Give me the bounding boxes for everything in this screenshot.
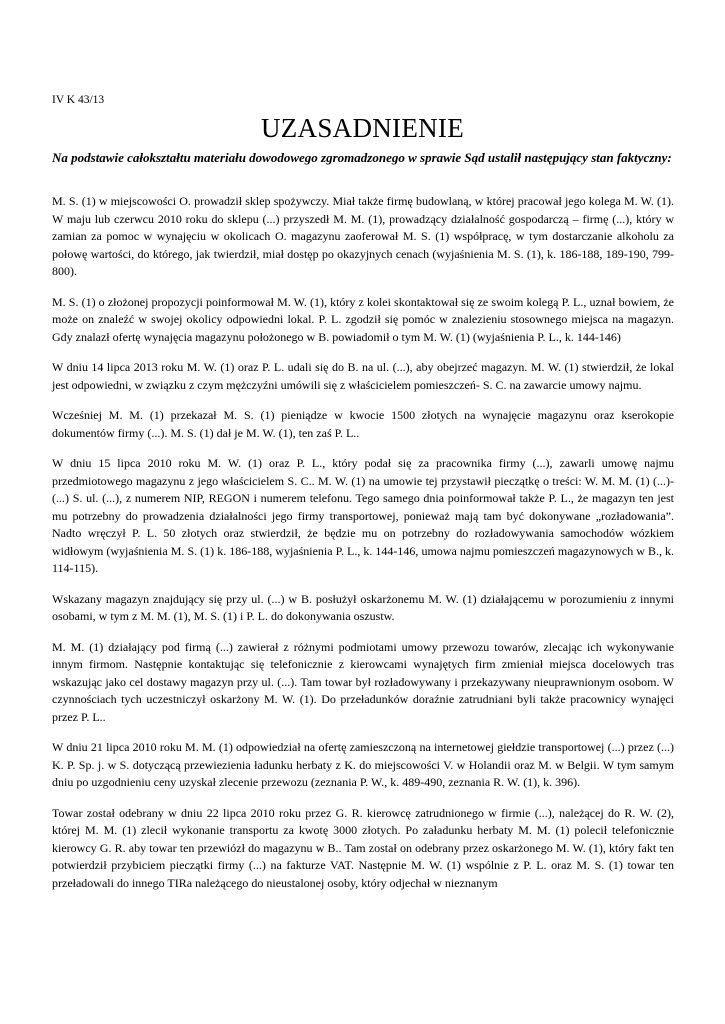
paragraph-3: W dniu 14 lipca 2013 roku M. W. (1) oraz P. L. udali się do B. na ul. (...), aby obejrzeć magazyn. M. W. (1) stwierdził, że lokal jest odpowiedni, w związku z czym mężczyźni umówili się z właścicielem pomieszczeń- S. C. na zawarcie umowy najmu. (52, 360, 674, 392)
paragraph-5: W dniu 15 lipca 2010 roku M. W. (1) oraz P. L., który podał się za pracownika firmy (...), zawarli umowę najmu przedmiotowego magazynu z jego właścicielem S. C.. M. W. (1) na umowie tej przystawił pieczątkę o treści: W. M. M. (1) (...)-(...) S. ul. (...), z numerem NIP, REGON i numerem telefonu. Tego samego dnia poinformował także P. L., że magazyn ten jest mu potrzebny do prowadzenia działalności jego firmy transportowej, ponieważ mają tam być dokonywane „rozładowania”. Nadto wręczył P. L. 50 złotych oraz stwierdził, że będzie mu on potrzebny do rozładowywania samochodów wózkiem widłowym (wyjaśnienia M. S. (1) k. 186-188, wyjaśnienia P. L., k. 144-146, umowa najmu pomieszczeń magazynowych w B., k. 114-115). (52, 456, 674, 575)
case-reference: IV K 43/13 (52, 94, 105, 106)
paragraph-7: M. M. (1) działający pod firmą (...) zawierał z różnymi podmiotami umowy przewozu towarów, zlecając ich wykonywanie innym firmom. Następnie kontaktując się telefonicznie z kierowcami wynajętych firm zmieniał miejsca docelowych tras wskazując jako cel dostawy magazyn przy ul. (...). Tam towar był rozładowywany i przekazywany nieuprawnionym osobom. W czynnościach tych uczestniczył oskarżony M. W. (1). Do przeładunków doraźnie zatrudniani byli także pracownicy wynajęci przez P. L.. (52, 639, 674, 724)
intro-heading: Na podstawie całokształtu materiału dowodowego zgromadzonego w sprawie Sąd ustalił następujący stan faktyczny: (52, 150, 672, 165)
document-body (52, 193, 674, 905)
paragraph-8: W dniu 21 lipca 2010 roku M. M. (1) odpowiedział na ofertę zamieszczoną na internetowej giełdzie transportowej (...) przez (...) K. P. Sp. j. w S. dotyczącą przewiezienia ładunku herbaty z K. do miejscowości V. w Holandii oraz M. w Belgii. W tym samym dniu po uzgodnieniu ceny uzyskał zlecenie przewozu (zeznania P. W., k. 489-490, zeznania R. W. (1), k. 396). (52, 740, 674, 789)
paragraph-9: Towar został odebrany w dniu 22 lipca 2010 roku przez G. R. kierowcę zatrudnionego w firmie (...), należącej do R. W. (2), której M. M. (1) zlecił wykonanie transportu za kwotę 3000 złotych. Po załadunku herbaty M. M. (1) polecił telefonicznie kierowcy G. R. aby towar ten przewiózł do magazynu w B.. Tam został on odebrany przez oskarżonego M. W. (1), który fakt ten potwierdził przybiciem pieczątki firmy (...) na fakturze VAT. Następnie M. W. (1) wspólnie z P. L. oraz M. S. (1) towar ten przeładowali do innego TIRa należącego do nieustalonej osoby, który odjechał w nieznanym (52, 805, 674, 890)
paragraph-2: M. S. (1) o złożonej propozycji poinformował M. W. (1), który z kolei skontaktował się ze swoim kolegą P. L., uznał bowiem, że może on znaleźć w swojej okolicy odpowiedni lokal. P. L. zgodził się pomóc w znalezieniu stosownego miejsca na magazyn. Gdy znalazł ofertę wynajęcia magazynu położonego w B. powiadomił o tym M. W. (1) (wyjaśnienia P. L., k. 144-146) (52, 294, 674, 344)
paragraph-4: Wcześniej M. M. (1) przekazał M. S. (1) pieniądze w kwocie 1500 złotych na wynajęcie magazynu oraz kserokopie dokumentów firmy (...). M. S. (1) dał je M. W. (1), ten zaś P. L.. (52, 408, 674, 440)
paragraph-1: M. S. (1) w miejscowości O. prowadził sklep spożywczy. Miał także firmę budowlaną, w której pracował jego kolega M. W. (1). W maju lub czerwcu 2010 roku do sklepu (...) przyszedł M. M. (1), prowadzący działalność gospodarczą – firmę (...), który w zamian za pomoc w wynajęciu w okolicach O. magazynu zaoferował M. S. (1) współpracę, w tym dostarczanie alkoholu za połowę wartości, do którego, jak twierdził, miał dostęp po okazyjnych cenach (wyjaśnienia M. S. (1), k. 186-188, 189-190, 799-800). (52, 194, 674, 278)
document-title: UZASADNIENIE (260, 113, 465, 143)
paragraph-6: Wskazany magazyn znajdujący się przy ul. (...) w B. posłużył oskarżonemu M. W. (1) działającemu w porozumieniu z innymi osobami, w tym z M. M. (1), M. S. (1) i P. L. do dokonywania oszustw. (52, 591, 674, 623)
